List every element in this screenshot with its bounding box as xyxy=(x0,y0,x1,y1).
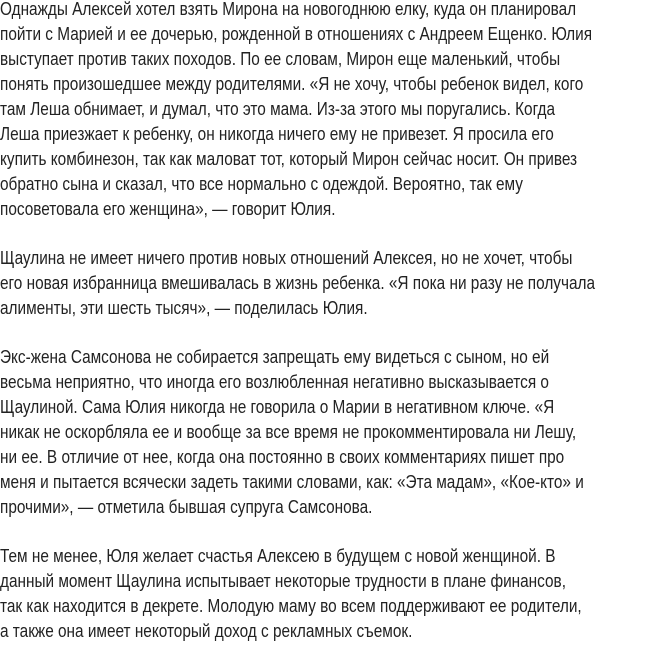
text-line: посоветовала его женщина», — говорит Юлия. xyxy=(0,198,336,219)
text-line: ни ее. В отличие от нее, когда она постоянно в своих комментариях пишет про xyxy=(0,446,565,467)
text-line: прочими», — отметила бывшая супруга Самсонова. xyxy=(0,496,373,517)
text-line: так как находится в декрете. Молодую маму во всем поддерживают ее родители, xyxy=(0,595,582,616)
text-line: никак не оскорбляла ее и вообще за все время не прокомментировала ни Лешу, xyxy=(0,421,577,442)
text-line: весьма неприятно, что иногда его возлюбленная негативно высказывается о xyxy=(0,371,549,392)
text-line: его новая избранница вмешивалась в жизнь ребенка. «Я пока ни разу не получала xyxy=(0,272,596,293)
text-line: понять произошедшее между родителями. «Я не хочу, чтобы ребенок видел, кого xyxy=(0,73,584,94)
text-line: Щаулина не имеет ничего против новых отношений Алексея, но не хочет, чтобы xyxy=(0,247,573,268)
text-line: Леша приезжает к ребенку, он никогда ничего ему не привезет. Я просила его xyxy=(0,123,554,144)
text-line: Однажды Алексей хотел взять Мирона на новогоднюю елку, куда он планировал xyxy=(0,0,577,19)
text-line: алименты, эти шесть тысяч», — поделилась Юлия. xyxy=(0,297,368,318)
paragraph-2 xyxy=(0,245,670,320)
paragraph-4 xyxy=(0,543,670,643)
text-line: пойти с Марией и ее дочерью, рожденной в отношениях с Андреем Ещенко. Юлия xyxy=(0,23,593,44)
paragraph-1 xyxy=(0,0,670,221)
text-line: данный момент Щаулина испытывает некоторые трудности в плане финансов, xyxy=(0,570,566,591)
text-line: обратно сына и сказал, что все нормально с одеждой. Вероятно, так ему xyxy=(0,173,523,194)
text-line: а также она имеет некоторый доход с рекламных съемок. xyxy=(0,620,413,641)
text-line: Щаулиной. Сама Юлия никогда не говорила о Марии в негативном ключе. «Я xyxy=(0,396,555,417)
text-line: Тем не менее, Юля желает счастья Алексею в будущем с новой женщиной. В xyxy=(0,545,556,566)
text-line: купить комбинезон, так как маловат тот, который Мирон сейчас носит. Он привез xyxy=(0,148,578,169)
text-line: там Леша обнимает, и думал, что это мама. Из-за этого мы поругались. Когда xyxy=(0,98,556,119)
text-line: меня и пытается всячески задеть такими словами, как: «Эта мадам», «Кое-кто» и xyxy=(0,471,584,492)
paragraph-3 xyxy=(0,344,670,519)
text-line: выступает против таких походов. По ее словам, Мирон еще маленький, чтобы xyxy=(0,48,561,69)
text-line: Экс-жена Самсонова не собирается запрещать ему видеться с сыном, но ей xyxy=(0,346,550,367)
